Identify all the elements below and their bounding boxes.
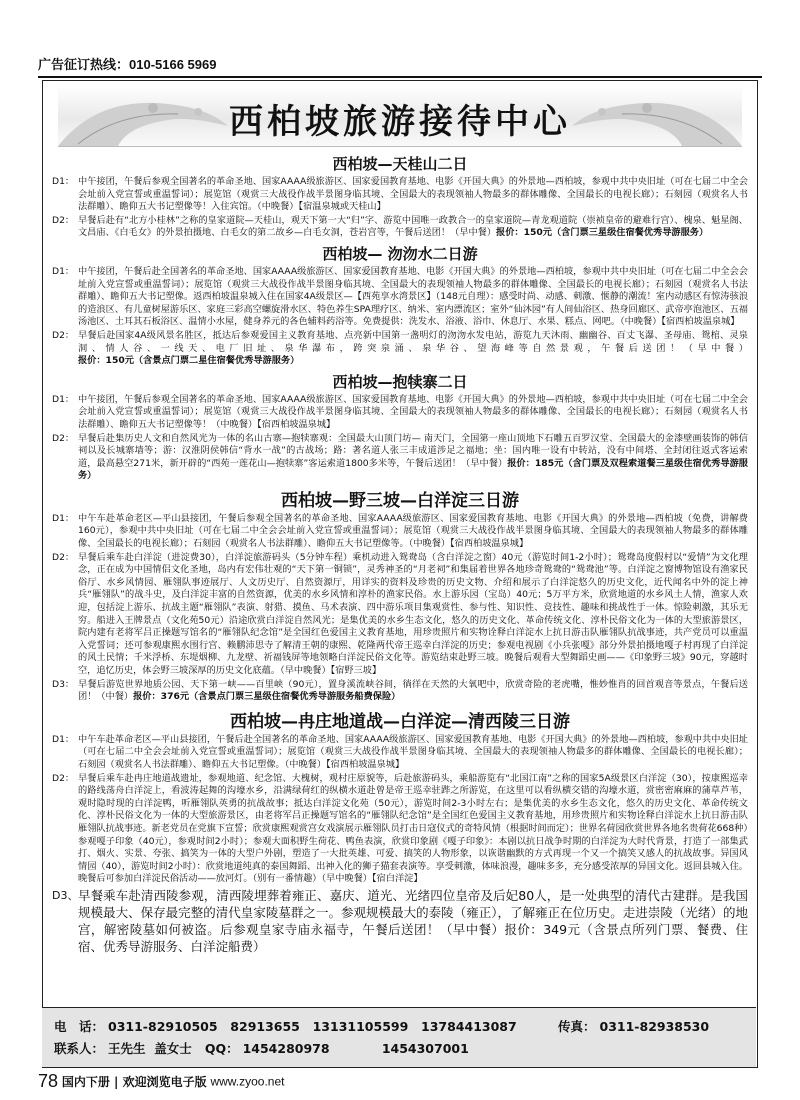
day-item bbox=[52, 433, 748, 483]
page-number: 78 bbox=[38, 1071, 59, 1091]
day-item bbox=[52, 773, 748, 886]
day-text: 中午车赴革命老区—平山县接团，午餐后参观全国著名的革命圣地、国家AAAA级旅游区、国家爱国教育基地、电影《开国大典》的外景地—西柏坡（免费，讲解费160元），参观中共中央旧址（可在七届二中全会会址前入党宣誓或重温誓词）；展览馆（观赏三大战役作战半景图身临其境、全国最大的表现领袖人物最多的群体雕像、全国最长的电视长廊）；石刻园（观赏名人书法群雕）、瞻仰五大书记塑像等。（中晚餐）【宿西柏坡温泉城】 bbox=[78, 512, 748, 550]
price-text: 报价：185元（含门票及双程索道餐三星级住宿优秀导游服务） bbox=[78, 457, 748, 482]
day-item bbox=[52, 176, 748, 214]
route-title: 西柏坡—抱犊寨二日 bbox=[332, 372, 468, 391]
route-title: 西柏坡—野三坡—白洋淀三日游 bbox=[281, 490, 519, 511]
day-text: 早餐后乘车赴白洋淀（进淀费30），白洋淀旅游码头（5分钟车程）乘机动进入鸳鸯岛（含白洋淀之窗）40元（游览时间1-2小时）；鸳鸯岛度假村以“爱情”为文化理念，正在成为中国情侣文化圣地，岛内有宏伟壮观的“天下第一铜锁”，灵秀神圣的“月老祠”和集届着世界各地珍奇鸳鸯的“鸳鸯池”等。白洋淀之窗博物馆设有渔家民俗厅、水乡风情园、雁翎队事迹展厅、人文历史厅、自然资源厅，用详实的资料及珍贵的历史文物、介绍和展示了白洋淀悠久的历史文化，近代闻名中外的淀上神兵“雁翎队”的战斗史，及白洋淀丰富的自然资源，优美的水乡风情和淳朴的渔家民俗。水上游乐园（宝岛）40元；5万平方米，欣赏地道的水乡风土人情，渔家人欢迎，包括淀上游乐、抗战主题“雁翎队”表演、射猎、摸鱼、马术表演、四中游乐项目集观赏性、参与性、知识性、竞技性、趣味和挑战性于一体。惊险刺激，其乐无穷。船进入王牌景点（文化苑50元）沿途欣赏白洋淀自然风光；是集优美的水乡生态文化，悠久的历史文化、革命传统文化、淳朴民俗文化为一体的大型旅游景区，院内建有老将军吕正操题写馆名的“雁翎队纪念馆”是全国红色爱国主义教育基地，用珍贵照片和实物诠释白洋淀水上抗日游击队雁翎队抗战事迹，共产党员可以重温入党誓词；还可参观康熙水围行宫、赖鹏沛思寺了解清王朝的康熙、乾隆两代帝王巡幸白洋淀的历史；参观电视剧《小兵张嘎》部分外景拍摄地嘎子村再现了白洋淀的风土民情；千米浮桥、东堤烟柳、九龙壁、祈福钱屏等地领略白洋淀民俗文化等。游览结束赴野三坡。晚餐后观看大型舞蹈史画——《印象野三坡》90元，穿越时空，追忆历史，体会野三坡深厚的历史文化底蕴。（早中晚餐）【宿野三坡】 bbox=[78, 551, 748, 676]
fax-label: 传真： bbox=[558, 1019, 596, 1034]
fax-number: 0311-82938530 bbox=[599, 1019, 710, 1034]
footer-text: 国内下册 | 欢迎浏览电子版 bbox=[61, 1075, 207, 1089]
banner-title: 西柏坡旅游接待中心 bbox=[229, 102, 571, 142]
day-text: 早餐后赴集历史人文和自然风光为一体的名山古寨—抱犊寨观：全国最大山顶门坊— 南天门，全国第一座山顶地下石雕五百罗汉堂、全国最大的金漆壁画装饰的韩信祠以及长城寨墙等；游：汉淮阴侯韩信“背水一战”的古战场；路：著名道人张三丰成道涉足之福地；坐：国内唯一设有中转站，没有中间塔、全封闭往返式客运索道，最高悬空271米，新开辟的“西苑一莲花山—抱犊寨”客运索道1800多米等，午餐后送团！（早中餐） bbox=[78, 432, 748, 469]
day-item bbox=[52, 887, 748, 955]
day-text: 早餐后游览世界地质公园、天下第一峡——百里峡（90元），置身溪流峡谷间，徜徉在天然的大氧吧中，欣赏奇险的老虎嘴，惟妙惟肖的回首观音等景点，午餐后送团！（中餐） bbox=[78, 678, 748, 703]
top-rule bbox=[38, 76, 762, 78]
contact-person: 盖女士 bbox=[154, 1041, 192, 1056]
day-label: D2： bbox=[52, 214, 75, 226]
day-text: 早餐后乘车赴冉庄地道战遗址，参观地道、纪念馆、大槐树，观村庄原貌等，后赴旅游码头，乘船游览有“北国江南”之称的国家5A级景区白洋淀（30），按康熙巡幸的路线荡舟白洋淀上，看波涛起舞的沟壕水乡，沿满绿荷红的纵横水道赴曾是帝王巡幸驻跸之所游览，在这里可以看纵横交错的沟壕水道，赏密密麻麻的蒲草芦苇，观时隐时现的白洋淀鸭，听雁翎队英勇的抗战故事；抵达白洋淀文化苑（50元），游览时间2-3小时左右；是集优美的水乡生态文化，悠久的历史文化、革命传统文化、淳朴民俗文化为一体的大型旅游景区，由老将军吕正操题写馆名的“雁翎队纪念馆”是全国红色爱国主义教育基地，用珍贵照片和实物诠释白洋淀水上抗日游击队雁翎队抗战事迹。新老党员在党旗下宣誓；欣赏康熙观赏宫女戏演展示雁翎队员打击日寇仪式的奇特风情（根据时间而定）；世界名荷园欣赏世界各地名贵荷花668种）参观嘎子印象（40元），参观时间2小时）；参观大面积野生荷花、鸭鱼表演，欣赏印象剧《嘎子印象》：本剧以抗日战争时期的白洋淀为大时代背景，打造了一部集武打、烟火、实景、夸张、搞笑为一体的大型户外剧，塑造了一大批英雄、可爱、搞笑的人物形象，以诙谐幽默的方式再现一个又一个搞笑又感人的抗战故事。异国风情园（40），游览时间2小时）：欣赏地道纯真的泰国舞蹈、出神入化的狮子猫套表演等。享受刺激，体味浪漫，趣味多多，充分感受浓厚的异国文化。返回县城入住。晚餐后可参加白洋淀民俗活动——放河灯。（别有一番情趣）（早中晚餐）【宿白洋淀】 bbox=[78, 772, 748, 885]
fax-row bbox=[558, 1017, 709, 1035]
day-label: D1： bbox=[52, 393, 75, 405]
qq-number: 1454307001 bbox=[381, 1041, 469, 1056]
price-text: 报价：150元（含景点门票二星住宿餐优秀导游服务） bbox=[78, 355, 300, 367]
phone-row bbox=[54, 1017, 517, 1035]
day-text: 中午接团，午餐后参观全国著名的革命圣地、国家AAAA级旅游区、国家爱国教育基地、电影《开国大典》的外景地—西柏坡，参观中共中央旧址（可在七届二中全会会址前入党宣誓或重温誓词）；展览馆（观赏三大战役作战半景图身临其境、全国最大的表现领袖人物最多的群体雕像、全国最长的电视长廊）；石刻园（观赏名人书法群雕）、瞻仰五大书记塑像等！（中晚餐）【宿西柏坡温泉城】 bbox=[78, 393, 748, 430]
phone-number[interactable]: 13784413087 bbox=[421, 1019, 517, 1034]
day-item bbox=[52, 330, 748, 368]
day-label: D1： bbox=[52, 733, 75, 745]
day-text: 早餐后赴国家4A级风景名胜区，抵达后参观爱国主义教育基地、点亮新中国第一盏明灯的沕沕水发电站，游览九天沐雨、幽幽谷、百丈飞瀑、圣母庙、鸳棺、灵泉洞、情人谷、一线天、电厂旧址、泉华瀑布，跨突泉涌、泉华谷、望海峰等自然景观，午餐后送团！（早中餐） bbox=[78, 329, 748, 354]
day-label: D2： bbox=[52, 432, 75, 444]
day-text: 中午接团，午餐后参观全国著名的革命圣地、国家AAAA级旅游区、国家爱国教育基地、电影《开国大典》的外景地—西柏坡，参观中共中央旧址（可在七届二中全会会址前入党宣誓或重温誓词）；展览馆（观赏三大战役作战半景图身临其境、全国最大的表现领袖人物最多的群体雕像、全国最长的电视长廊）；石刻园（观赏名人书法群雕）、瞻仰五大书记塑像等！入住宾馆。（中晚餐）【宿温泉城或天桂山】 bbox=[78, 176, 748, 213]
day-item bbox=[52, 513, 748, 551]
route-title: 西柏坡—天桂山二日 bbox=[332, 155, 468, 173]
day-label: D2： bbox=[52, 772, 75, 784]
day-item bbox=[52, 394, 748, 432]
day-text: 早餐后赴有“北方小桂林”之称的皇家道院—天桂山，观天下第一大“归”字、游览中国唯一政教合一的皇家道院—青龙观道院（崇祯皇帝的避难行宫）、槐泉、魁星阁、文昌庙、《白毛女》的外景拍摄地、白毛女的第二故乡—白毛女洞，苍岩宫等，午餐后送团！（早中餐） bbox=[78, 214, 748, 239]
day-label: D2： bbox=[52, 329, 75, 341]
route-title: 西柏坡— 沕沕水二日游 bbox=[322, 244, 478, 263]
ad-hotline: 广告征订热线：010-5166 5969 bbox=[38, 57, 217, 72]
qq-label: QQ： bbox=[204, 1041, 239, 1056]
price-text: 报价：376元（含景点门票三星级住宿餐优秀导游服务船费保险） bbox=[133, 691, 401, 703]
day-item bbox=[52, 552, 748, 678]
day-text: 早餐乘车赴清西陵参观，清西陵埋葬着雍正、嘉庆、道光、光绪四位皇帝及后妃80人，是一处典型的清代古建群。是我国规模最大、保存最完整的清代皇家陵墓群之一。参观规模最大的泰陵（雍正），了解雍正在位历史。走进崇陵（光绪）的地宫，解密陵墓如何被盗。后参观皇家寺庙永福寺，午餐后送团！（早中餐） bbox=[78, 887, 748, 937]
route-title: 西柏坡—冉庄地道战—白洋淀—清西陵三日游 bbox=[230, 711, 570, 732]
contact-box bbox=[42, 1007, 756, 1067]
contact-person: 王先生 bbox=[108, 1041, 146, 1056]
phone-number[interactable]: 0311-82910505 bbox=[108, 1019, 218, 1034]
phone-number[interactable]: 13131105599 bbox=[312, 1019, 409, 1034]
day-item bbox=[52, 266, 748, 329]
page-footer bbox=[38, 1071, 284, 1092]
day-label: D1： bbox=[52, 265, 75, 277]
person-label: 联系人： bbox=[54, 1041, 105, 1056]
contact-person-row bbox=[54, 1039, 469, 1057]
phone-number[interactable]: 82913655 bbox=[230, 1019, 300, 1034]
day-text: 中午车赴革命老区—平山县接团，午餐后赴全国著名的革命圣地、国家AAAA级旅游区、国家爱国教育基地、电影《开国大典》的外景地—西柏坡，参观中共中央旧址（可在七届二中全会会址前入党宣誓或重温誓词）；展览馆（观赏三大战役作战半景图身临其境、全国最大的表现领袖人物最多的群体雕像、全国最长的电视长廊）；石刻园（观赏名人书法群雕）、瞻仰五大书记塑像。（中晚餐）【宿西柏坡温泉城】 bbox=[78, 733, 748, 770]
banner bbox=[58, 86, 742, 147]
price-text: 报价：349元（含景点所列门票、餐费、住宿、优秀导游服务、白洋淀船费） bbox=[78, 921, 748, 954]
footer-url[interactable]: www.zyoo.net bbox=[210, 1074, 285, 1089]
itinerary-list bbox=[52, 150, 748, 955]
price-text: 报价：150元（含门票三星级住宿餐优秀导游服务） bbox=[496, 227, 709, 239]
phone-label: 电 话： bbox=[54, 1019, 105, 1034]
day-label: D3： bbox=[52, 678, 75, 690]
day-label: D1： bbox=[52, 512, 75, 524]
day-item bbox=[52, 734, 748, 772]
day-label: D2： bbox=[52, 551, 75, 563]
day-item bbox=[52, 215, 748, 240]
day-item bbox=[52, 679, 748, 704]
day-label: D1： bbox=[52, 176, 75, 187]
qq-number: 1454280978 bbox=[242, 1041, 330, 1056]
day-text: 中午接团，午餐后赴全国著名的革命圣地、国家AAAA级旅游区、国家爱国教育基地、电影《开国大典》的外景地—西柏坡，参观中共中央旧址（可在七届二中全会会址前入党宣誓或重温誓词）；展览馆（观赏三大战役作战半景图身临其境、全国最大的表现领袖人物最多的群体雕像、全国最长的电视长廊）；石刻园（观赏名人书法群雕）、瞻仰五大书记塑像。返西柏坡温泉城入住在国家4A级景区—【西苑享水湾景区】（148元自理）：感受时尚、动感、刺激、惬静的潮流！室内动感区有惊涛骇浪的造浪区、有儿童树屋游乐区、家庭三彩高空螺旋滑水区、特色养生SPA理疗区、纳米、室内漂流区；室外“仙沐园”有人间仙浴区、热身回廊区、武帝亭泡池区、五福汤池区、土耳其石板浴区、温情小水屋，健身养元的各色辅料药浴等。免费提供：洗发水、浴液、浴巾、休息厅、水果、糕点、网吧。（中晚餐）【宿西柏坡温泉城】 bbox=[78, 265, 748, 328]
day-label: D3、 bbox=[52, 888, 79, 902]
